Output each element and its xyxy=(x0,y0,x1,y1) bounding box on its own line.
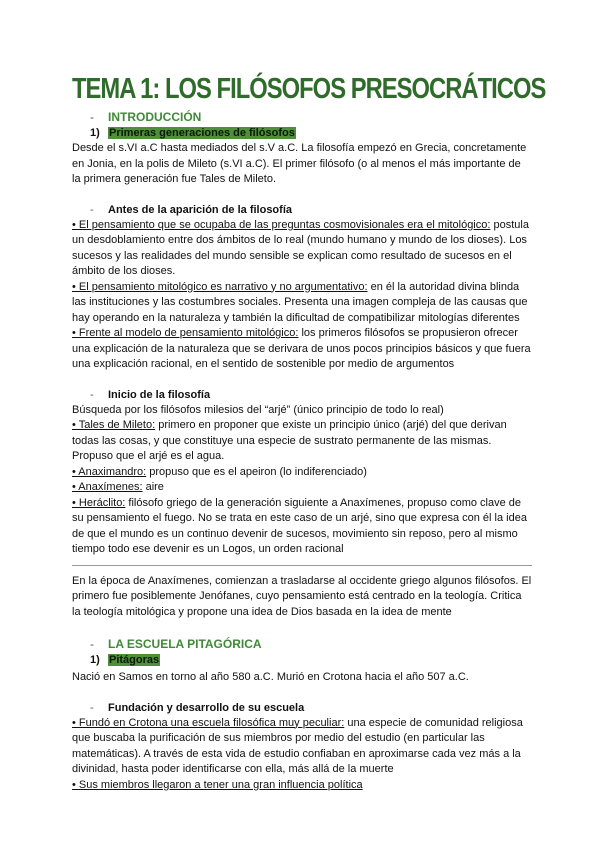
dash-marker: - xyxy=(90,701,94,714)
bullet-heraclito xyxy=(72,496,532,558)
section-label: INTRODUCCIÓN xyxy=(108,110,202,124)
subheading-pitagoras xyxy=(72,652,532,668)
bullet-frente-modelo xyxy=(72,326,532,373)
paragraph-jenofanes: En la época de Anaxímenes, comienzan a trasladarse al occidente griego algunos filósofos. El primero fue posiblemente Jenófanes, cuyo pensamiento está centrado en la teología. Critica la teología mitológica y propone una idea de Dios basada en la idea de mente xyxy=(72,574,532,618)
document-page xyxy=(72,70,546,793)
bullet-text: aire xyxy=(142,481,164,493)
bullet-lead: • Heráclito: xyxy=(72,496,126,509)
bullet-lead: • Anaximandro: xyxy=(72,465,147,478)
dash-marker: - xyxy=(90,110,94,124)
heading-fundacion-escuela xyxy=(72,700,532,716)
section-heading-escuela-pitagorica xyxy=(72,636,532,652)
bullet-influencia-politica xyxy=(72,778,532,794)
subheading-highlight: Pitágoras xyxy=(109,654,160,666)
bullet-text: postula un desdoblamiento entre dos ámbitos de lo real (mundo humano y mundo de los dioses). Los sucesos y las realidades del mundo sensible se explican como resultado de sucesos en el ámbito de los dioses. xyxy=(72,218,529,277)
paragraph-intro: Desde el s.VI a.C hasta mediados del s.V a.C. La filosofía empezó en Grecia, concretamente en Jonia, en la polis de Mileto (s.VI a.C). El primer filósofo (o al menos el más importante de la primera generación fue Tales de Mileto. xyxy=(72,142,527,185)
bullet-lead: • El pensamiento que se ocupaba de las preguntas cosmovisionales era el mitológico: xyxy=(72,218,491,231)
subheading-number: 1) xyxy=(90,127,100,139)
heading-label: Fundación y desarrollo de su escuela xyxy=(108,701,305,714)
bullet-text: filósofo griego de la generación siguiente a Anaxímenes, propuso como clave de su pensamiento el fuego. No se trata en este caso de un arjé, sino que expresa con él la idea de que el mundo es un continuo devenir de sucesos, movimiento sin reposo, pero al mismo tiempo todo ese devenir es un Logos, un orden racional xyxy=(72,496,527,555)
divider xyxy=(72,565,532,566)
bullet-lead: • Tales de Mileto: xyxy=(72,419,156,431)
heading-antes-filosofia xyxy=(72,202,532,218)
bullet-anaximandro xyxy=(72,465,532,481)
document-title: TEMA 1: LOS FILÓSOFOS PRESOCRÁTICOS xyxy=(72,73,546,105)
bullet-text: los primeros filósofos se propusieron ofrecer una explicación de la naturaleza que se derivara de unos pocos principios básicos y que fuera una explicación racional, en el sentido de sostenible por medio de argumentos xyxy=(72,327,531,370)
subheading-highlight: Primeras generaciones de filósofos xyxy=(109,127,295,139)
bullet-narrativo xyxy=(72,280,532,327)
dash-marker: - xyxy=(90,388,94,401)
bullet-text: propuso que es el apeiron (lo indiferenciado) xyxy=(146,465,367,478)
bullet-lead: • Anaxímenes: xyxy=(72,481,143,493)
bullet-pensamiento-mitologico xyxy=(72,218,532,280)
bullet-anaximenes xyxy=(72,480,532,496)
bullet-lead: • Sus miembros llegaron a tener una gran influencia política xyxy=(72,778,363,791)
subheading-primeras-generaciones xyxy=(72,125,532,141)
section-label: LA ESCUELA PITAGÓRICA xyxy=(108,637,262,651)
subheading-number: 1) xyxy=(90,654,100,666)
bullet-lead: • Fundó en Crotona una escuela filosófica muy peculiar: xyxy=(72,716,345,729)
paragraph-arje: Búsqueda por los filósofos milesios del “arjé” (único principio de todo lo real) xyxy=(72,403,444,416)
bullet-lead: • El pensamiento mitológico es narrativo y no argumentativo: xyxy=(72,280,368,293)
bullet-text: primero en proponer que existe un principio único (arjé) del que derivan todas las cosas, y que constituye una especie de sustrato permanente de las mismas. Propuso que el arjé es el agua. xyxy=(72,419,507,462)
dash-marker: - xyxy=(90,637,94,651)
bullet-text: una especie de comunidad religiosa que buscaba la purificación de sus miembros por medio del estudio (en particular las matemáticas). A través de esta vida de estudio confiaban en aproximarse cada vez más a la divinidad, hasta poder identificarse con ella, más allá de la muerte xyxy=(72,716,523,775)
bullet-text: en él la autoridad divina blinda las instituciones y las costumbres sociales. Presenta una imagen compleja de las causas que hay operando en la naturaleza y también la dificultad de compatibilizar mitologías diferentes xyxy=(72,280,528,324)
heading-label: Inicio de la filosofía xyxy=(108,388,211,401)
bullet-lead: • Frente al modelo de pensamiento mitológico: xyxy=(72,327,299,339)
bullet-tales xyxy=(72,418,532,465)
heading-inicio-filosofia xyxy=(72,387,532,403)
paragraph-pitagoras-bio: Nació en Samos en torno al año 580 a.C. Murió en Crotona hacia el año 507 a.C. xyxy=(72,671,469,683)
dash-marker: - xyxy=(90,203,94,216)
section-heading-introduccion xyxy=(72,109,532,125)
heading-label: Antes de la aparición de la filosofía xyxy=(108,203,292,216)
bullet-fundo-crotona xyxy=(72,716,532,778)
